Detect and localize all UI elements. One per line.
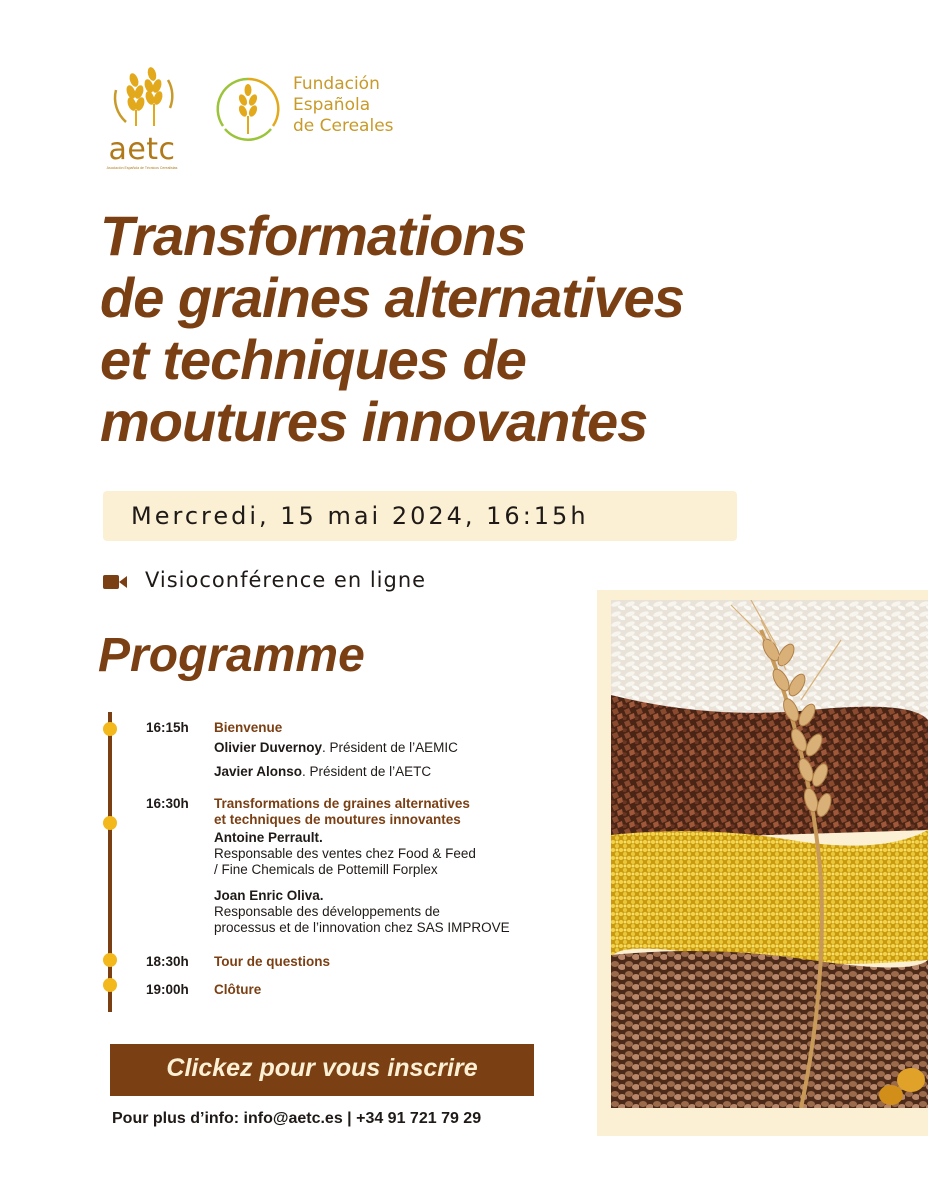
wheat-emblem-icon bbox=[108, 60, 178, 130]
timeline-dot bbox=[103, 978, 117, 992]
fundacion-logo bbox=[215, 74, 435, 144]
speaker-name: Joan Enric Oliva. bbox=[214, 888, 324, 903]
speaker-name: Antoine Perrault. bbox=[214, 830, 323, 845]
aetc-logo bbox=[100, 60, 190, 170]
speaker bbox=[214, 888, 594, 936]
grains-photo bbox=[611, 600, 928, 1108]
contact-info: Pour plus d’info: info@aetc.es | +34 91 721 79 29 bbox=[112, 1110, 482, 1127]
slot-time: 16:15h bbox=[146, 720, 189, 735]
event-date-banner bbox=[103, 491, 737, 541]
grains-illustration bbox=[611, 600, 928, 1108]
video-camera-icon bbox=[103, 574, 127, 590]
event-format-label: Visioconférence en ligne bbox=[145, 568, 427, 592]
fundacion-name: Fundación Española de Cereales bbox=[293, 74, 394, 136]
page-title: Transformations de graines alternatives et techniques de moutures innovantes bbox=[100, 204, 684, 453]
aetc-wordmark: aetc bbox=[108, 132, 176, 167]
slot-time: 19:00h bbox=[146, 982, 189, 997]
speaker-role: / Fine Chemicals de Pottemill Forplex bbox=[214, 862, 438, 877]
speaker-role: . Président de l’AETC bbox=[302, 764, 432, 779]
timeline-dot bbox=[103, 722, 117, 736]
aetc-tagline: Asociación Española de Técnicos Cerealistas bbox=[106, 166, 178, 170]
timeline-dot bbox=[103, 816, 117, 830]
register-button[interactable] bbox=[110, 1044, 534, 1096]
slot-session: Clôture bbox=[214, 982, 262, 997]
speaker-role: processus et de l’innovation chez SAS IMPROVE bbox=[214, 920, 510, 935]
speaker bbox=[214, 740, 594, 756]
speaker bbox=[214, 830, 594, 878]
slot-time: 18:30h bbox=[146, 954, 189, 969]
speaker-name: Javier Alonso bbox=[214, 764, 303, 779]
wheat-circle-icon bbox=[215, 76, 281, 142]
slot-session: et techniques de moutures innovantes bbox=[214, 812, 461, 827]
slot-session: Transformations de graines alternatives bbox=[214, 796, 470, 811]
speaker bbox=[214, 764, 594, 780]
photo-frame bbox=[597, 590, 928, 1136]
speaker-role: Responsable des ventes chez Food & Feed bbox=[214, 846, 476, 861]
slot-session: Bienvenue bbox=[214, 720, 283, 735]
timeline-line bbox=[108, 712, 112, 1012]
speaker-name: Olivier Duvernoy bbox=[214, 740, 323, 755]
slot-time: 16:30h bbox=[146, 796, 189, 811]
event-date: Mercredi, 15 mai 2024, 16:15h bbox=[131, 502, 589, 530]
timeline-dot bbox=[103, 953, 117, 967]
register-button-label[interactable]: Clickez pour vous inscrire bbox=[166, 1054, 478, 1082]
speaker-role: . Président de l’AEMIC bbox=[322, 740, 458, 755]
programme-heading: Programme bbox=[98, 629, 365, 682]
slot-session: Tour de questions bbox=[214, 954, 331, 969]
speaker-role: Responsable des développements de bbox=[214, 904, 440, 919]
